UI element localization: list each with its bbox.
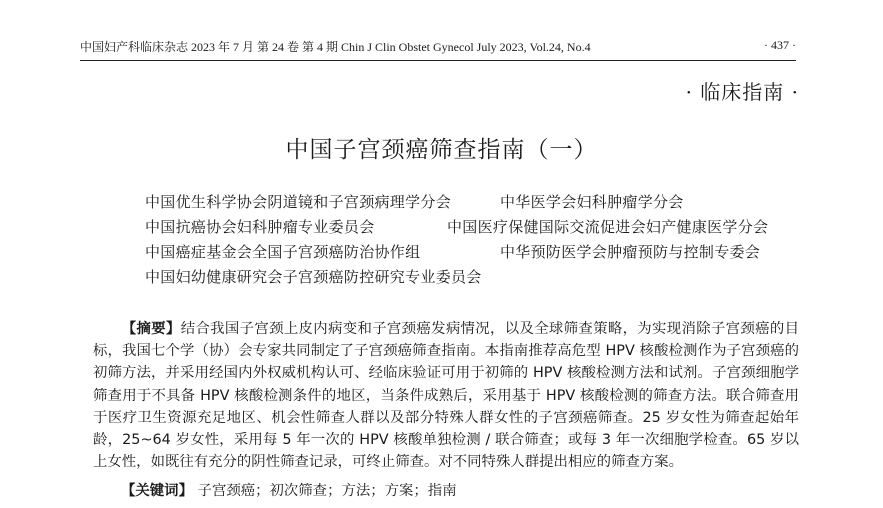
author-affiliation: 中华医学会妇科肿瘤学分会 (500, 193, 684, 211)
keywords-text: 子宫颈癌；初次筛查；方法；方案；指南 (197, 483, 457, 499)
author-affiliation: 中国妇幼健康研究会子宫颈癌防控研究专业委员会 (145, 268, 482, 286)
article-title: 中国子宫颈癌筛查指南（一） (285, 137, 598, 163)
journal-info: 中国妇产科临床杂志 2023 年 7 月 第 24 卷 第 4 期 Chin J Clin Obstet Gynecol July 2023, Vol.24, No.4 (80, 40, 591, 54)
journal-header (80, 36, 796, 61)
keywords (121, 479, 457, 500)
author-affiliation: 中国癌症基金会全国子宫颈癌防治协作组 (145, 243, 421, 261)
author-affiliation: 中国优生科学协会阴道镜和子宫颈病理学分会 (145, 193, 452, 211)
abstract (93, 318, 799, 473)
page-number: · 437 · (764, 38, 796, 52)
abstract-text: 结合我国子宫颈上皮内病变和子宫颈癌发病情况，以及全球筛查策略，为实现消除子宫颈癌的目标，我国七个学（协）会专家共同制定了子宫颈癌筛查指南。本指南推荐高危型 HPV 核酸检测作为子宫颈癌的初筛方法，并采用经国内外权威机构认可、经临床验证可用于初筛的 HPV 核酸检测方法和试剂。子宫颈细胞学筛查用于不具备 HPV 核酸检测条件的地区，当条件成熟后，采用基于 HPV 核酸检测的筛查方法。联合筛查用于医疗卫生资源充足地区、机会性筛查人群以及部分特殊人群女性的子宫颈癌筛查。25 岁女性为筛查起始年龄，25~64 岁女性，采用每 5 年一次的 HPV 核酸单独检测 / 联合筛查；或每 3 年一次细胞学检查。65 岁以上女性，如既往有充分的阴性筛查记录，可终止筛查。对不同特殊人群提出相应的筛查方案。 (93, 321, 799, 471)
keywords-label: 【关键词】 (121, 483, 193, 499)
author-affiliation: 中国医疗保健国际交流促进会妇产健康医学分会 (447, 218, 769, 236)
section-label: · 临床指南 · (685, 80, 799, 104)
author-affiliation: 中华预防医学会肿瘤预防与控制专委会 (500, 243, 761, 261)
abstract-label: 【摘要】 (121, 321, 181, 337)
author-affiliation: 中国抗癌协会妇科肿瘤专业委员会 (145, 218, 375, 236)
